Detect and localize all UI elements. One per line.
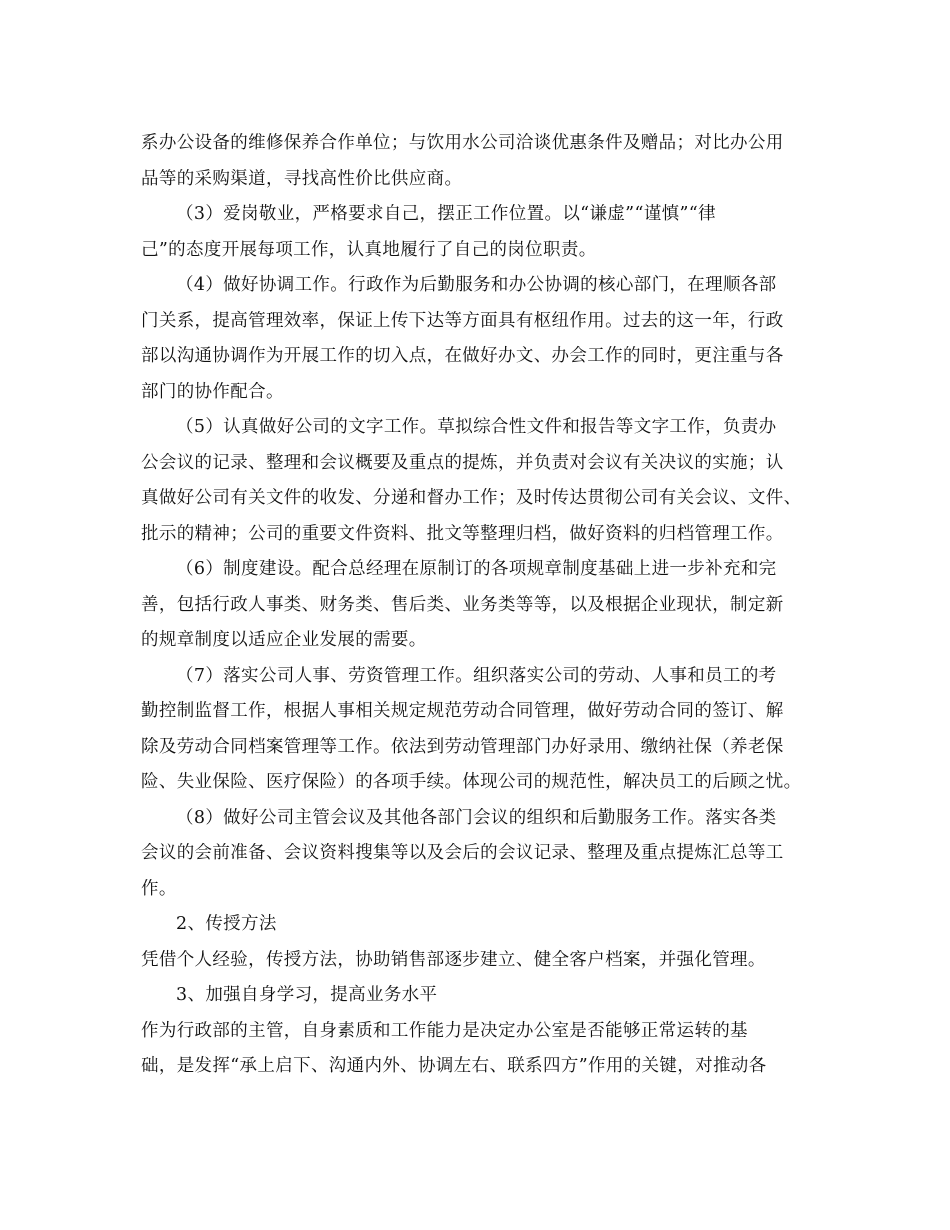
- text-line: 的规章制度以适应企业发展的需要。: [141, 630, 427, 650]
- text-line: 真做好公司有关文件的收发、分递和督办工作；及时传达贯彻公司有关会议、文件、: [141, 488, 802, 508]
- text-line: 部门的协作配合。: [141, 381, 284, 402]
- text-line: 门关系，提高管理效率，保证上传下达等方面具有枢纽作用。过去的这一年，行政: [141, 310, 784, 331]
- text-line: 批示的精神；公司的重要文件资料、批文等整理归档，做好资料的归档管理工作。: [141, 523, 784, 544]
- text-line: 系办公设备的维修保养合作单位；与饮用水公司洽谈优惠条件及赠品；对比办公用: [141, 133, 784, 153]
- text-line: 善，包括行政人事类、财务类、售后类、业务类等等，以及根据企业现状，制定新: [141, 594, 784, 615]
- text-line: 会议的会前准备、会议资料搜集等以及会后的会议记录、整理及重点提炼汇总等工: [141, 843, 784, 863]
- text-line: （6）制度建设。配合总经理在原制订的各项规章制度基础上进一步补充和完: [176, 559, 777, 579]
- text-line: 勤控制监督工作，根据人事相关规定规范劳动合同管理，做好劳动合同的签订、解: [141, 701, 784, 721]
- text-line: （4）做好协调工作。行政作为后勤服务和办公协调的核心部门，在理顺各部: [176, 275, 777, 295]
- text-line: 凭借个人经验，传授方法，协助销售部逐步建立、健全客户档案，并强化管理。: [141, 949, 766, 970]
- text-line: 险、失业保险、医疗保险）的各项手续。体现公司的规范性，解决员工的后顾之忧。: [141, 772, 802, 792]
- text-line: 作为行政部的主管，自身素质和工作能力是决定办公室是否能够正常运转的基: [141, 1020, 748, 1041]
- text-line: 础，是发挥“承上启下、沟通内外、协调左右、联系四方”作用的关键，对推动各: [141, 1056, 767, 1076]
- document-body: [141, 126, 821, 1085]
- text-line: 公会议的记录、整理和会议概要及重点的提炼，并负责对会议有关决议的实施；认: [141, 452, 784, 473]
- text-line: （7）落实公司人事、劳资管理工作。组织落实公司的劳动、人事和员工的考: [176, 665, 777, 686]
- text-line: 作。: [141, 878, 177, 899]
- text-line: 除及劳动合同档案管理等工作。依法到劳动管理部门办好录用、缴纳社保（养老保: [141, 736, 784, 757]
- text-line: 己”的态度开展每项工作，认真地履行了自己的岗位职责。: [141, 239, 597, 260]
- text-line: 品等的采购渠道，寻找高性价比供应商。: [141, 168, 463, 189]
- text-line: （3）爱岗敬业，严格要求自己，摆正工作位置。以“谦虚”“谨慎”“律: [176, 204, 716, 224]
- text-line: （8）做好公司主管会议及其他各部门会议的组织和后勤服务工作。落实各类: [176, 807, 777, 828]
- section-heading: 3、加强自身学习，提高业务水平: [176, 985, 438, 1005]
- text-line: 部以沟通协调作为开展工作的切入点，在做好办文、办会工作的同时，更注重与各: [141, 346, 784, 366]
- text-line: （5）认真做好公司的文字工作。草拟综合性文件和报告等文字工作，负责办: [176, 417, 777, 437]
- section-heading: 2、传授方法: [176, 914, 277, 934]
